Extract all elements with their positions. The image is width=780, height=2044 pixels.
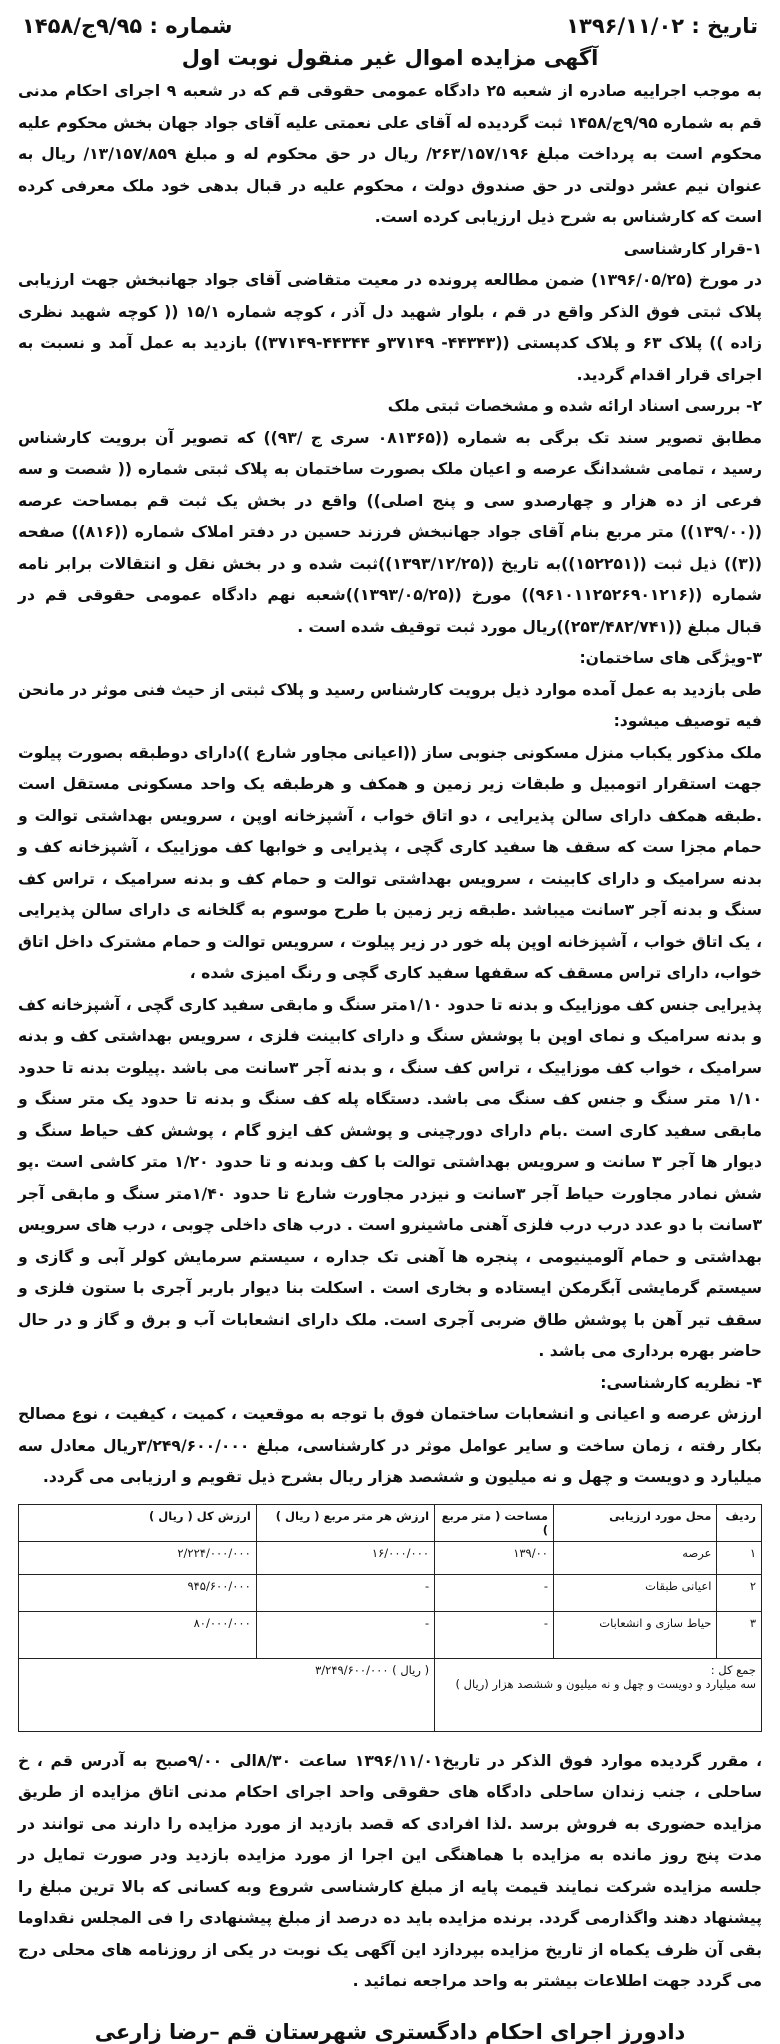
cell-unit-value: ۱۶/۰۰۰/۰۰۰ (256, 1541, 434, 1574)
cell-total-value: ۹۴۵/۶۰۰/۰۰۰ (19, 1574, 257, 1611)
section-3-paragraph-2: پذیرایی جنس کف موزاییک و بدنه تا حدود ۱/۱۰متر سنگ و مابقی سفید کاری گچی ، آشپزخانه کف و بدنه سرامیک و نمای اوپن با پوشش سنگ و دارای کابینت فلزی ، سرویس بهداشتی کف و بدنه سرامیک ، خواب کف موزاییک ، تراس کف سنگ ، و بدنه آجر ۳سانت می باشد .پیلوت بدنه تا حدود ۱/۱۰ متر سنگ و جنس کف سنگ می باشد. دستگاه پله کف سنگ و بدنه تا حدود یک متر سنگ و مابقی سفید کاری است .بام دارای دورچینی و پوشش کف ایزو گام ، پوشش کف حیاط سنگ و دیوار ها آجر ۳ سانت و سرویس بهداشتی توالت با کف وبدنه و تا حدود ۱/۲۰ متر کاشی است .پو شش نمادر مجاورت حیاط آجر ۳سانت و نیزدر مجاورت شارع تا حدود ۱/۴۰متر سنگ و مابقی آجر ۳سانت با دو عدد درب درب فلزی آهنی ماشینرو است . درب های داخلی چوبی ، درب های سرویس بهداشتی و حمام آلومینیومی ، پنجره ها آهنی تک جداره ، سیستم سرمایش کولر آبی و گازی و سیستم گرمایشی آبگرمکن ایستاده و بخاری است . اسکلت بنا دیوار باربر آجری با ستون فلزی و سقف تیر آهن با پوشش طاق ضربی آجری است. ملک دارای انشعابات آب و برق و گاز و در حال حاضر بهره برداری می باشد . (18, 995, 762, 1360)
cell-row: ۱ (717, 1541, 762, 1574)
valuation-table (18, 1504, 762, 1732)
section-2-heading: ۲- بررسی اسناد ارائه شده و مشخصات ثبتی ملک (387, 397, 762, 415)
table-row (19, 1574, 762, 1611)
cell-row: ۳ (717, 1611, 762, 1658)
cell-area: - (435, 1611, 554, 1658)
col-total-value: ارزش کل ( ریال ) (19, 1504, 257, 1541)
cell-total-value: ۸۰/۰۰۰/۰۰۰ (19, 1611, 257, 1658)
cell-location: عرصه (553, 1541, 716, 1574)
cell-location: اعیانی طبقات (553, 1574, 716, 1611)
section-1-text: در مورخ (۱۳۹۶/۰۵/۲۵) ضمن مطالعه پرونده در معیت متقاضی آقای جواد جهانبخش جهت ارزیابی پلاک ثبتی فوق الذکر واقع در قم ، بلوار شهید دل آذر ، کوچه شماره ۱۵/۱ (( کوچه شهید نظری زاده )) پلاک ۶۳ و پلاک کدپستی ((۴۴۳۴۳- ۳۷۱۴۹و ۴۴۳۴۴-۳۷۱۴۹)) بازدید به عمل آمد و نسبت به اجرای قرار اقدام گردید. (18, 271, 762, 384)
table-header-row (19, 1504, 762, 1541)
table-total-row (19, 1658, 762, 1731)
col-unit-value: ارزش هر متر مربع ( ریال ) (256, 1504, 434, 1541)
section-1-heading: ۱-قرار کارشناسی (623, 239, 762, 258)
col-area: مساحت ( متر مربع ) (435, 1504, 554, 1541)
table-row (19, 1611, 762, 1658)
total-in-words: سه میلیارد و دویست و چهل و نه میلیون و ششصد هزار (ریال ) (455, 1676, 756, 1691)
number-line: شماره : ۹/۹۵ج/۱۴۵۸ (22, 14, 233, 38)
intro-paragraph: به موجب اجراییه صادره از شعبه ۲۵ دادگاه عمومی حقوقی قم که در شعبه ۹ اجرای احکام مدنی قم به شماره ۹/۹۵ج/۱۴۵۸ ثبت گردیده له آقای علی نعمتی علیه آقای جواد جهان بخش محکوم علیه محکوم است به پرداخت مبلغ ۲۶۳/۱۵۷/۱۹۶/ ریال در حق محکوم له و مبلغ ۱۳/۱۵۷/۸۵۹/ ریال به عنوان نیم عشر دولتی در حق صندوق دولت ، محکوم علیه در قبال بدهی خود ملک معرفی کرده است که کارشناس به شرح ذیل ارزیابی کرده است. (18, 82, 763, 226)
total-value: ۳/۲۴۹/۶۰۰/۰۰۰ ( ریال ) (19, 1658, 435, 1731)
closing-paragraph: ، مقرر گردیده موارد فوق الذکر در تاریخ۱۳۹۶/۱۱/۰۱ ساعت ۸/۳۰الی ۹/۰۰صبح به آدرس قم ، خ ساحلی ، جنب زندان ساحلی دادگاه های حقوقی واحد اجرای احکام مدنی اتاق مزایده از طریق مزایده حضوری به فروش برسد .لذا افرادی که قصد بازدید از مورد مزایده را دارند می توانند در مدت پنج روز مانده به مزایده با هماهنگی این اجرا از مورد مزایده بازدید ودر صورت تمایل در جلسه مزایده شرکت نمایند قیمت پایه از مبلغ کارشناسی شروع وبه کسانی که بالا ترین مبلغ را پیشنهاد دهند واگذارمی گردد. برنده مزایده باید ده درصد از مبلغ پیشنهادی را فی المجلس نقداوما بقی آن ظرف یکماه از تاریخ مزایده بپردازد این آگهی یک نوبت در یکی از روزنامه های محلی درج می گردد جهت اطلاعات بیشتر به واحد مراجعه نمائید . (18, 1751, 763, 1990)
section-4-heading: ۴- نظریه کارشناسی: (600, 1373, 762, 1392)
section-3-intro: طی بازدید به عمل آمده موارد ذیل برویت کارشناس رسید و پلاک ثبتی از حیث فنی موثر در مانحن فیه توصیف میشود: (18, 680, 762, 730)
total-label-cell (435, 1658, 762, 1731)
section-3-paragraph-1: ملک مذکور یکباب منزل مسکونی جنوبی ساز ((اعیانی مجاور شارع ))دارای دوطبقه بصورت پیلوت جهت استقرار اتومبیل و طبقات زیر زمین و همکف و هرطبقه یک واحد مسکونی مستقل است .طبقه همکف دارای سالن پذیرایی ، دو اتاق خواب ، آشپزخانه اوپن ، سرویس بهداشتی توالت و حمام مجزا ست که سقف ها سفید کاری گچی ، پذیرایی و خوابها کف موزاییک ، آشپزخانه کف و بدنه سرامیک و دارای کابینت ، سرویس بهداشتی توالت و حمام کف و بدنه سرامیک ، تراس کف سنگ و بدنه آجر ۳سانت میباشد .طبقه زیر زمین با طرح موسوم به گلخانه ی دارای سالن پذیرایی ، یک اتاق خواب ، آشپزخانه اوپن پله خور در زیر پیلوت ، سرویس توالت و حمام مشترک داخل اتاق خواب، دارای تراس مسقف که سقفها سفید کاری گچی و رنگ امیزی شده ، (18, 743, 762, 982)
section-3-heading: ۳-ویژگی های ساختمان: (579, 649, 762, 667)
notice-title: آگهی مزایده اموال غیر منقول نوبت اول (181, 46, 599, 70)
section-4-text: ارزش عرصه و اعیانی و انشعابات ساختمان فوق با توجه به موقعیت ، کمیت ، کیفیت ، نوع مصالح بکار رفته ، زمان ساخت و سایر عوامل موثر در کارشناسی، مبلغ ۳/۲۴۹/۶۰۰/۰۰۰ریال معادل سه میلیارد و دویست و چهل و نه میلیون و ششصد هزار ریال بشرح ذیل تقویم و ارزیابی می گردد. (18, 1405, 762, 1486)
total-label: جمع کل : (710, 1662, 756, 1677)
col-location: محل مورد ارزیابی (553, 1504, 716, 1541)
cell-unit-value: - (256, 1574, 434, 1611)
table-row (19, 1541, 762, 1574)
section-2-text: مطابق تصویر سند تک برگی به شماره ((۰۸۱۳۶۵ سری ج /۹۳)) که تصویر آن برویت کارشناس رسید ، تمامی ششدانگ عرصه و اعیان ملک بصورت ساختمان به پلاک ثبتی شماره (( شصت و سه فرعی از ده هزار و چهارصدو سی و پنج اصلی)) واقع در بخش یک ثبت قم بمساحت عرصه ((۱۳۹/۰۰)) متر مربع بنام آقای جواد جهانبخش فرزند حسین در دفتر املاک شماره ((۸۱۶)) صفحه ((۳)) ذیل ثبت ((۱۵۲۲۵۱))به تاریخ ((۱۳۹۳/۱۲/۲۵))ثبت شده و در بخش نقل و انتقالات برابر نامه شماره ((۹۶۱۰۱۱۲۵۲۶۹۰۱۲۱۶)) مورخ ((۱۳۹۳/۰۵/۲۵))شعبه نهم دادگاه عمومی حقوقی قم در قبال مبلغ ((۲۵۳/۴۸۲/۷۴۱))ریال مورد ثبت توقیف شده است . (18, 428, 763, 636)
cell-total-value: ۲/۲۲۴/۰۰۰/۰۰۰ (19, 1541, 257, 1574)
cell-unit-value: - (256, 1611, 434, 1658)
cell-area: - (435, 1574, 554, 1611)
notice-page (10, 0, 770, 2044)
cell-row: ۲ (717, 1574, 762, 1611)
header (18, 8, 762, 40)
cell-location: حیاط سازی و انشعابات (553, 1611, 716, 1658)
signature: دادورز اجرای احکام دادگستری شهرستان قم –رضا زارعی (94, 2019, 686, 2044)
cell-area: ۱۳۹/۰۰ (435, 1541, 554, 1574)
col-row: ردیف (717, 1504, 762, 1541)
date-line: تاریخ : ۱۳۹۶/۱۱/۰۲ (566, 14, 758, 38)
